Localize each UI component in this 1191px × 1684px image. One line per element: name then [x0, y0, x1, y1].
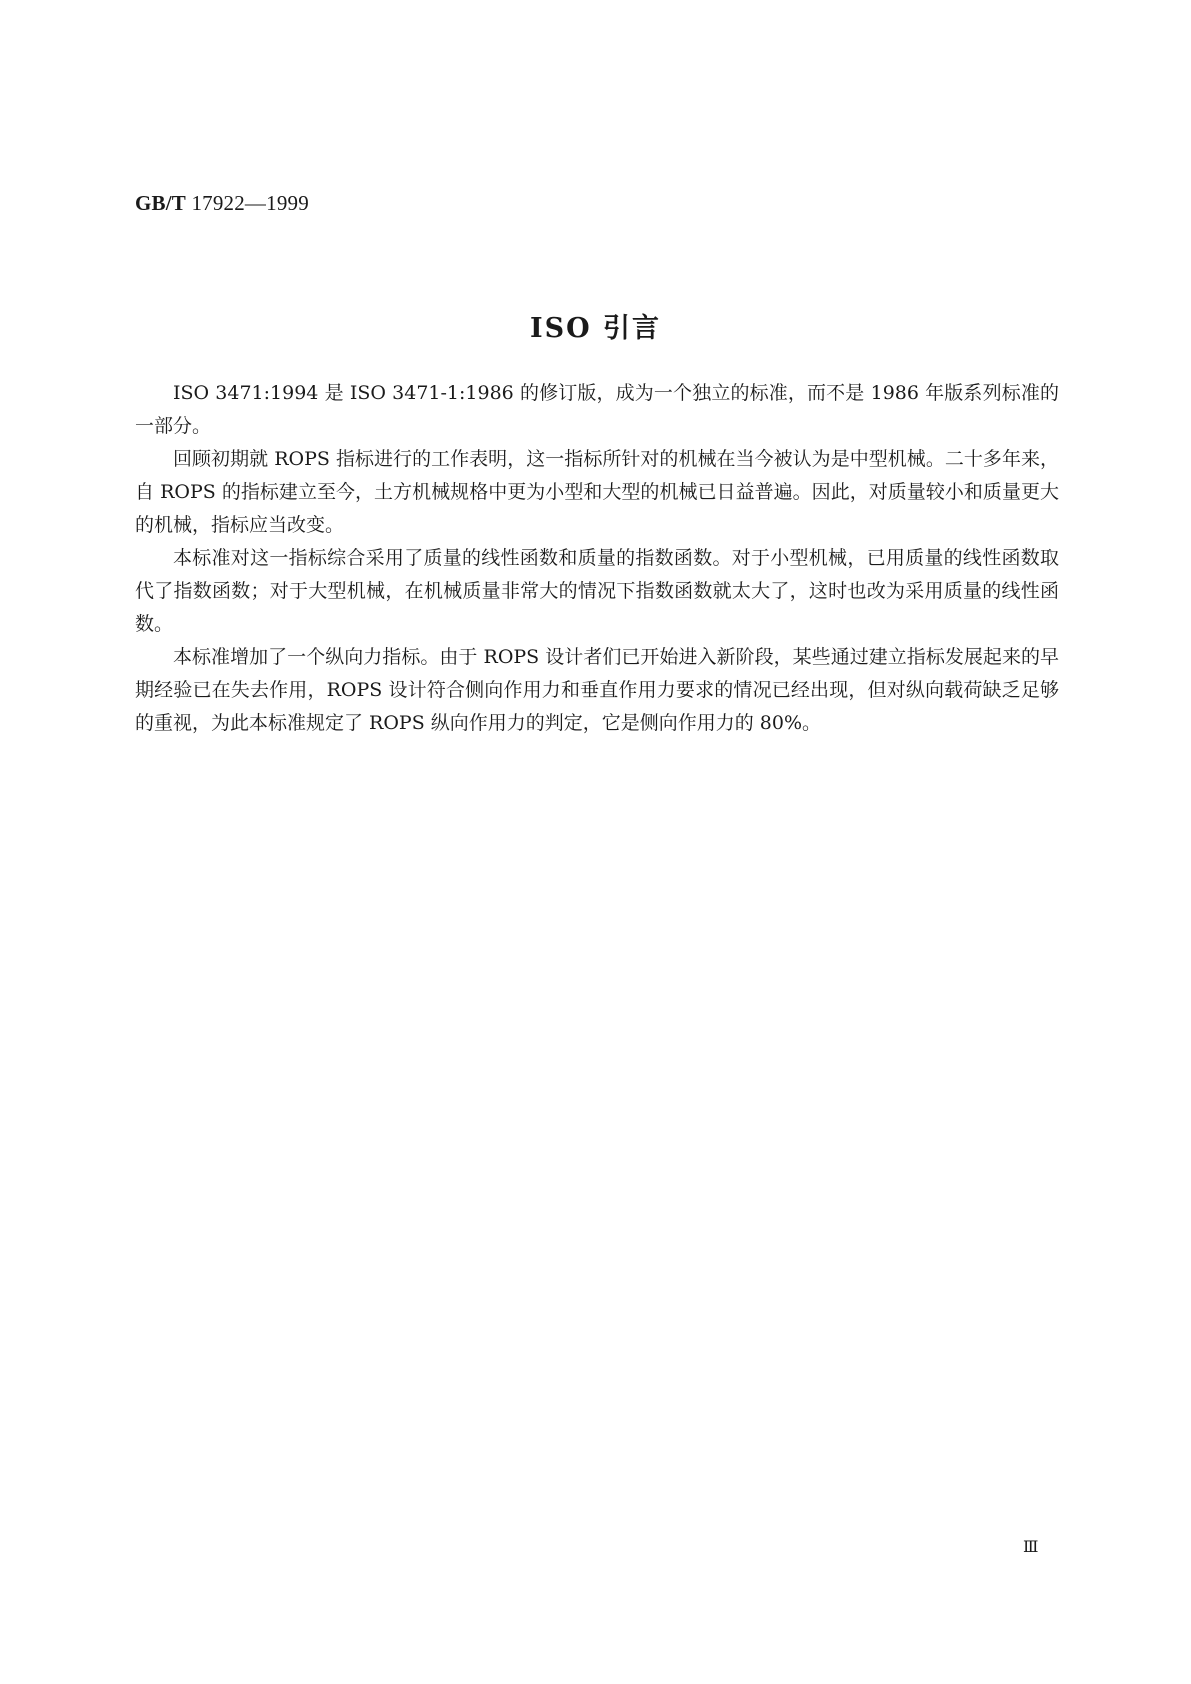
page-number: Ⅲ — [1023, 1539, 1039, 1556]
paragraph-1: ISO 3471:1994 是 ISO 3471-1:1986 的修订版，成为一个独立的标准，而不是 1986 年版系列标准的一部分。 — [135, 382, 1059, 437]
paragraph-2: 回顾初期就 ROPS 指标进行的工作表明，这一指标所针对的机械在当今被认为是中型机械。二十多年来，自 ROPS 的指标建立至今，土方机械规格中更为小型和大型的机械已日益普遍。因此，对质量较小和质量更大的机械，指标应当改变。 — [135, 448, 1059, 536]
section-title: ISO 引言 — [529, 313, 662, 344]
standard-code-prefix: GB/T — [135, 191, 186, 215]
section-body — [135, 377, 1059, 740]
standard-code-number: 17922—1999 — [191, 191, 309, 215]
paragraph-3: 本标准对这一指标综合采用了质量的线性函数和质量的指数函数。对于小型机械，已用质量的线性函数取代了指数函数；对于大型机械，在机械质量非常大的情况下指数函数就太大了，这时也改为采用质量的线性函数。 — [135, 547, 1059, 635]
standard-code — [135, 191, 309, 215]
paragraph-4: 本标准增加了一个纵向力指标。由于 ROPS 设计者们已开始进入新阶段，某些通过建立指标发展起来的早期经验已在失去作用，ROPS 设计符合侧向作用力和垂直作用力要求的情况已经出现，但对纵向载荷缺乏足够的重视，为此本标准规定了 ROPS 纵向作用力的判定，它是侧向作用力的 80%。 — [135, 646, 1059, 734]
